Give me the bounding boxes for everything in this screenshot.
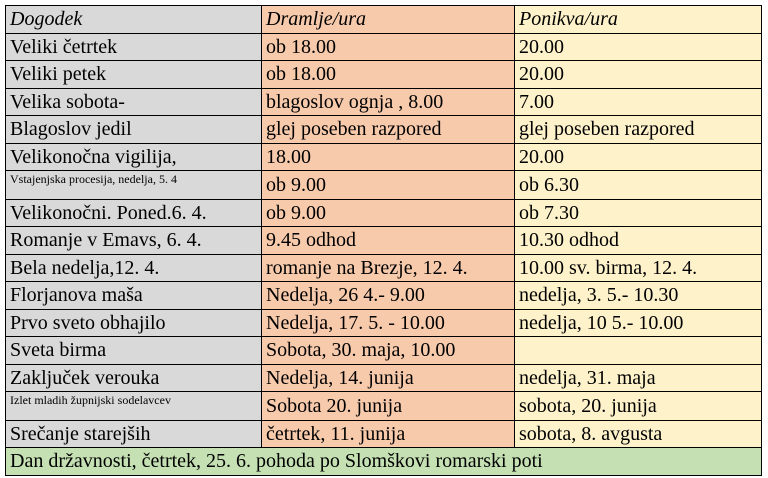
ponikva-cell: glej poseben razpored <box>515 116 762 144</box>
dramlje-cell: glej poseben razpored <box>262 116 515 144</box>
table-row <box>6 254 762 282</box>
event-cell: Prvo sveto obhajilo <box>6 309 262 337</box>
table-row <box>6 282 762 310</box>
ponikva-cell: 7.00 <box>515 88 762 116</box>
ponikva-cell: ob 7.30 <box>515 199 762 227</box>
schedule-table <box>5 5 762 476</box>
table-header-row <box>6 6 762 34</box>
dramlje-cell: ob 9.00 <box>262 199 515 227</box>
ponikva-cell: ob 6.30 <box>515 171 762 200</box>
footer-note: Dan državnosti, četrtek, 25. 6. pohoda po Slomškovi romarski poti <box>6 448 762 476</box>
dramlje-cell: Sobota 20. junija <box>262 392 515 421</box>
dramlje-cell: Nedelja, 26 4.- 9.00 <box>262 282 515 310</box>
event-cell: Blagoslov jedil <box>6 116 262 144</box>
table-row <box>6 116 762 144</box>
dramlje-cell: blagoslov ognja , 8.00 <box>262 88 515 116</box>
event-cell: Velikonočni. Poned.6. 4. <box>6 199 262 227</box>
schedule-table-wrapper <box>5 5 761 476</box>
ponikva-cell: nedelja, 31. maja <box>515 364 762 392</box>
event-cell: Veliki četrtek <box>6 33 262 61</box>
ponikva-cell: sobota, 8. avgusta <box>515 420 762 448</box>
table-footer-row <box>6 448 762 476</box>
table-row <box>6 33 762 61</box>
table-row <box>6 61 762 89</box>
ponikva-cell: nedelja, 10 5.- 10.00 <box>515 309 762 337</box>
table-row <box>6 364 762 392</box>
event-cell: Florjanova maša <box>6 282 262 310</box>
event-cell: Srečanje starejših <box>6 420 262 448</box>
event-cell: Vstajenjska procesija, nedelja, 5. 4 <box>6 171 262 200</box>
event-cell: Izlet mladih župnijski sodelavcev <box>6 392 262 421</box>
event-cell: Veliki petek <box>6 61 262 89</box>
table-row <box>6 309 762 337</box>
dramlje-cell: ob 18.00 <box>262 61 515 89</box>
table-row <box>6 227 762 255</box>
event-cell: Romanje v Emavs, 6. 4. <box>6 227 262 255</box>
table-row <box>6 392 762 421</box>
event-cell: Bela nedelja,12. 4. <box>6 254 262 282</box>
dramlje-cell: četrtek, 11. junija <box>262 420 515 448</box>
event-cell: Zaključek verouka <box>6 364 262 392</box>
table-row <box>6 337 762 365</box>
header-dramlje: Dramlje/ura <box>262 6 515 34</box>
dramlje-cell: Nedelja, 17. 5. - 10.00 <box>262 309 515 337</box>
dramlje-cell: Nedelja, 14. junija <box>262 364 515 392</box>
event-cell: Sveta birma <box>6 337 262 365</box>
table-row <box>6 171 762 200</box>
dramlje-cell: 18.00 <box>262 143 515 171</box>
header-ponikva: Ponikva/ura <box>515 6 762 34</box>
event-cell: Velikonočna vigilija, <box>6 143 262 171</box>
ponikva-cell: 20.00 <box>515 61 762 89</box>
ponikva-cell: nedelja, 3. 5.- 10.30 <box>515 282 762 310</box>
table-row <box>6 420 762 448</box>
ponikva-cell: 20.00 <box>515 33 762 61</box>
ponikva-cell <box>515 337 762 365</box>
ponikva-cell: sobota, 20. junija <box>515 392 762 421</box>
table-row <box>6 199 762 227</box>
header-event: Dogodek <box>6 6 262 34</box>
dramlje-cell: ob 18.00 <box>262 33 515 61</box>
ponikva-cell: 10.30 odhod <box>515 227 762 255</box>
table-row <box>6 88 762 116</box>
event-cell: Velika sobota- <box>6 88 262 116</box>
dramlje-cell: Sobota, 30. maja, 10.00 <box>262 337 515 365</box>
dramlje-cell: romanje na Brezje, 12. 4. <box>262 254 515 282</box>
dramlje-cell: 9.45 odhod <box>262 227 515 255</box>
dramlje-cell: ob 9.00 <box>262 171 515 200</box>
ponikva-cell: 10.00 sv. birma, 12. 4. <box>515 254 762 282</box>
ponikva-cell: 20.00 <box>515 143 762 171</box>
table-row <box>6 143 762 171</box>
